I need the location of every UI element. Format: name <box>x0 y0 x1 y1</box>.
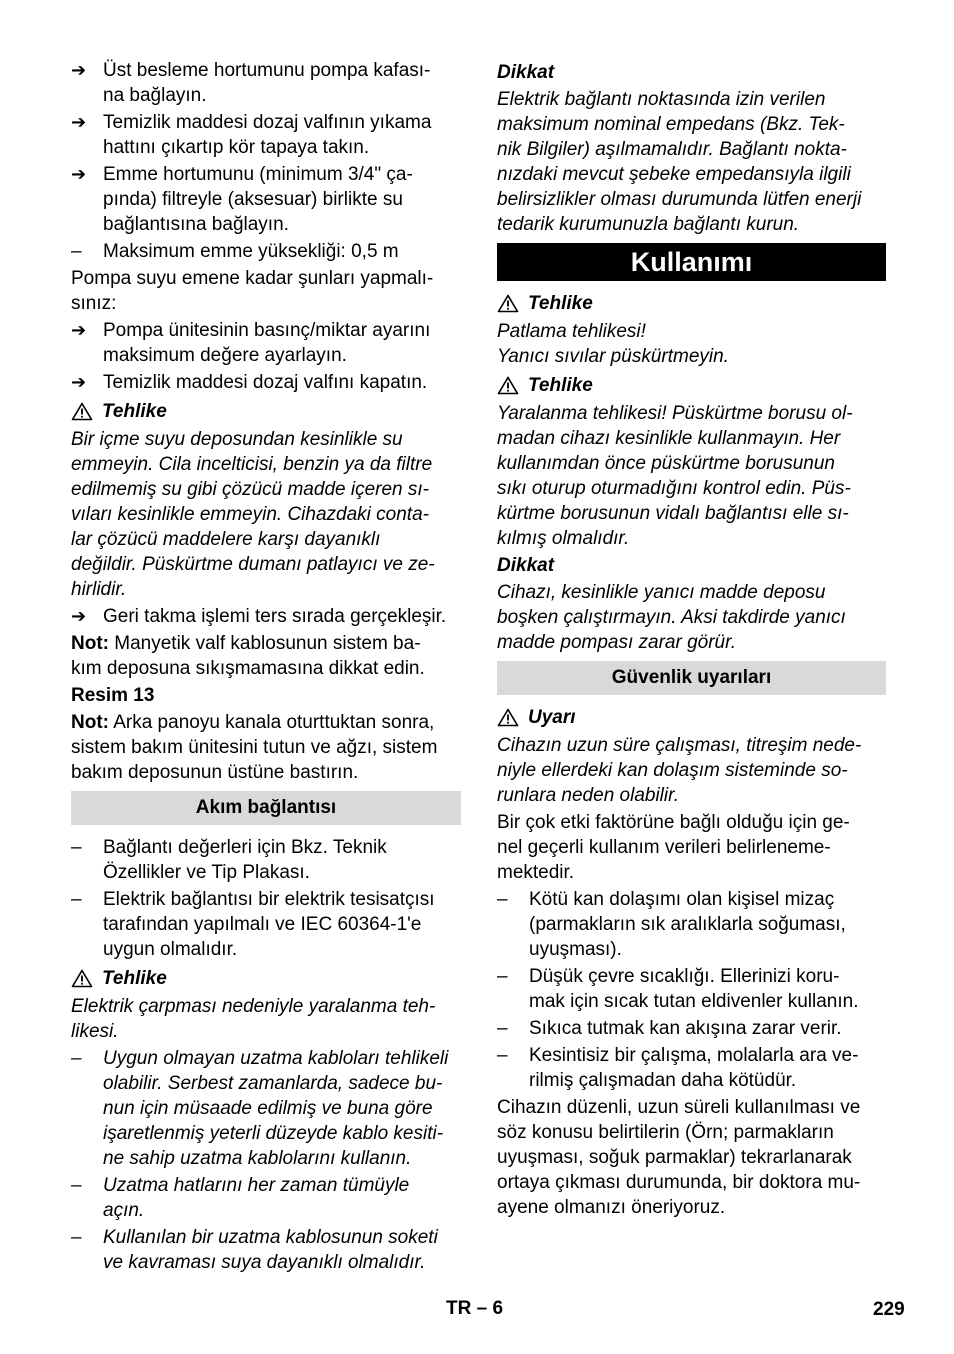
section-heading: Güvenlik uyarıları <box>497 661 886 695</box>
section-heading: Akım bağlantısı <box>71 791 461 825</box>
danger-text: Yaralanma tehlikesi! Püskürtme borusu ol- madan cihazı kesinlikle kullanmayın. Her kullanımdan önce püskürtme borusunun sıkı oturup oturmadığını kontrol edin. Püs- kürtme borusunun vidalı bağlantısı elle sı- kılmış olmalıdır. <box>497 403 853 549</box>
list-item: – Sıkıca tutmak kan akışına zarar verir. <box>497 1018 842 1039</box>
paragraph: Pompa suyu emene kadar şunları yapmalı- sınız: <box>71 268 434 314</box>
caution-heading: Dikkat <box>497 62 555 83</box>
figure-reference: Resim 13 <box>71 685 155 706</box>
list-item: – Uygun olmayan uzatma kabloları tehlikeli olabilir. Serbest zamanlarda, sadece bu- nun için müsaade edilmiş ve buna göre işaretlenmiş yeterli düzeyde kablo kesiti- ne sahip uzatma kablolarını kullanın. <box>71 1048 449 1169</box>
step-item: ➔ Temizlik maddesi dozaj valfının yıkama hattını çıkartıp kör tapaya takın. <box>71 112 432 158</box>
step-item: ➔ Geri takma işlemi ters sırada gerçekleşir. <box>71 606 447 627</box>
arrow-icon: ➔ <box>71 372 87 392</box>
danger-heading: Tehlike <box>71 966 461 991</box>
arrow-icon: ➔ <box>71 112 87 132</box>
danger-heading: Tehlike <box>71 399 461 424</box>
arrow-icon: ➔ <box>71 320 87 340</box>
footer-section-label: TR – 6 <box>446 1298 504 1319</box>
left-column <box>71 58 461 1277</box>
danger-heading: Tehlike <box>497 291 886 316</box>
arrow-icon: ➔ <box>71 606 87 626</box>
list-item: – Kötü kan dolaşımı olan kişisel mizaç (parmakların sık aralıklarla soğuması, uyuşması). <box>497 889 846 960</box>
list-item: – Düşük çevre sıcaklığı. Ellerinizi koru- mak için sıcak tutan eldivenler kullanın. <box>497 966 859 1012</box>
warning-heading: Uyarı <box>497 705 886 730</box>
list-item: – Uzatma hatlarını her zaman tümüyle açın. <box>71 1175 410 1221</box>
note: Not: Manyetik valf kablosunun sistem ba- kım deposuna sıkışmamasına dikkat edin. <box>71 633 425 679</box>
paragraph: Cihazın düzenli, uzun süreli kullanılması ve söz konusu belirtilerin (Örn; parmakların uyuşması, soğuk parmaklar) tekrarlanarak ortaya çıkması durumunda, bir doktora mu- ayene olmanızı öneriyoruz. <box>497 1097 861 1218</box>
caution-text: Cihazı, kesinlikle yanıcı madde deposu boşken çalıştırmayın. Aksi takdirde yanıcı madde pompası zarar görür. <box>497 582 846 653</box>
list-item: – Maksimum emme yüksekliği: 0,5 m <box>71 241 399 262</box>
arrow-icon: ➔ <box>71 60 87 80</box>
list-item: – Kullanılan bir uzatma kablosunun soketi ve kavraması suya dayanıklı olmalıdır. <box>71 1227 438 1273</box>
danger-text: Elektrik çarpması nedeniyle yaralanma teh- likesi. <box>71 996 436 1042</box>
list-item: – Kesintisiz bir çalışma, molalarla ara ve- rilmiş çalışmadan daha kötüdür. <box>497 1045 859 1091</box>
danger-text: Patlama tehlikesi! Yanıcı sıvılar püskürtmeyin. <box>497 321 729 367</box>
step-item <box>71 58 461 108</box>
danger-text: Bir içme suyu deposundan kesinlikle su emmeyin. Cila incelticisi, benzin ya da filtre edilmemiş su gibi çözücü madde içeren sı- vıları kesinlikle emmeyin. Cihazdaki conta- lar çözücü maddelere karşı dayanıklı değildir. Püskürtme dumanı patlayıcı ve ze- hirlidir. <box>71 429 435 600</box>
warning-triangle-icon <box>497 376 519 395</box>
warning-triangle-icon <box>71 969 93 988</box>
caution-heading: Dikkat <box>497 555 555 576</box>
warning-triangle-icon <box>71 402 93 421</box>
list-item: – Elektrik bağlantısı bir elektrik tesisatçısı tarafından yapılmalı ve IEC 60364-1'e uygun olmalıdır. <box>71 889 435 960</box>
step-item: ➔ Temizlik maddesi dozaj valfını kapatın. <box>71 372 428 393</box>
page-number: 229 <box>873 1299 905 1320</box>
arrow-icon: ➔ <box>71 164 87 184</box>
step-text: Üst besleme hortumunu pompa kafası- na bağlayın. <box>103 60 431 106</box>
note: Not: Arka panoyu kanala oturttuktan sonra, sistem bakım ünitesini tutun ve ağzı, sistem bakım deposunun üstüne bastırın. <box>71 712 438 783</box>
warning-text: Cihazın uzun süre çalışması, titreşim nede- niyle ellerdeki kan dolaşım sisteminde so- runlara neden olabilir. <box>497 735 862 806</box>
step-item: ➔ Pompa ünitesinin basınç/miktar ayarını maksimum değere ayarlayın. <box>71 320 431 366</box>
caution-text: Elektrik bağlantı noktasında izin verilen maksimum nominal empedans (Bkz. Tek- nik Bilgiler) aşılmamalıdır. Bağlantı nokta- nızdaki mevcut şebeke empedansıyla ilgili belirsizlikler olması durumunda lütfen enerji tedarik kurumunuzla bağlantı kurun. <box>497 89 862 235</box>
chapter-title: Kullanımı <box>497 243 886 281</box>
step-item: ➔ Emme hortumunu (minimum 3/4" ça- pında) filtreyle (aksesuar) birlikte su bağlantısına bağlayın. <box>71 164 413 235</box>
paragraph: Bir çok etki faktörüne bağlı olduğu için ge- nel geçerli kullanım verileri belirleneme- mektedir. <box>497 812 850 883</box>
danger-heading: Tehlike <box>497 373 886 398</box>
warning-triangle-icon <box>497 294 519 313</box>
dash-bullet: – <box>71 241 82 262</box>
right-column <box>497 58 886 1222</box>
list-item: – Bağlantı değerleri için Bkz. Teknik Özellikler ve Tip Plakası. <box>71 837 387 883</box>
warning-triangle-icon <box>497 708 519 727</box>
